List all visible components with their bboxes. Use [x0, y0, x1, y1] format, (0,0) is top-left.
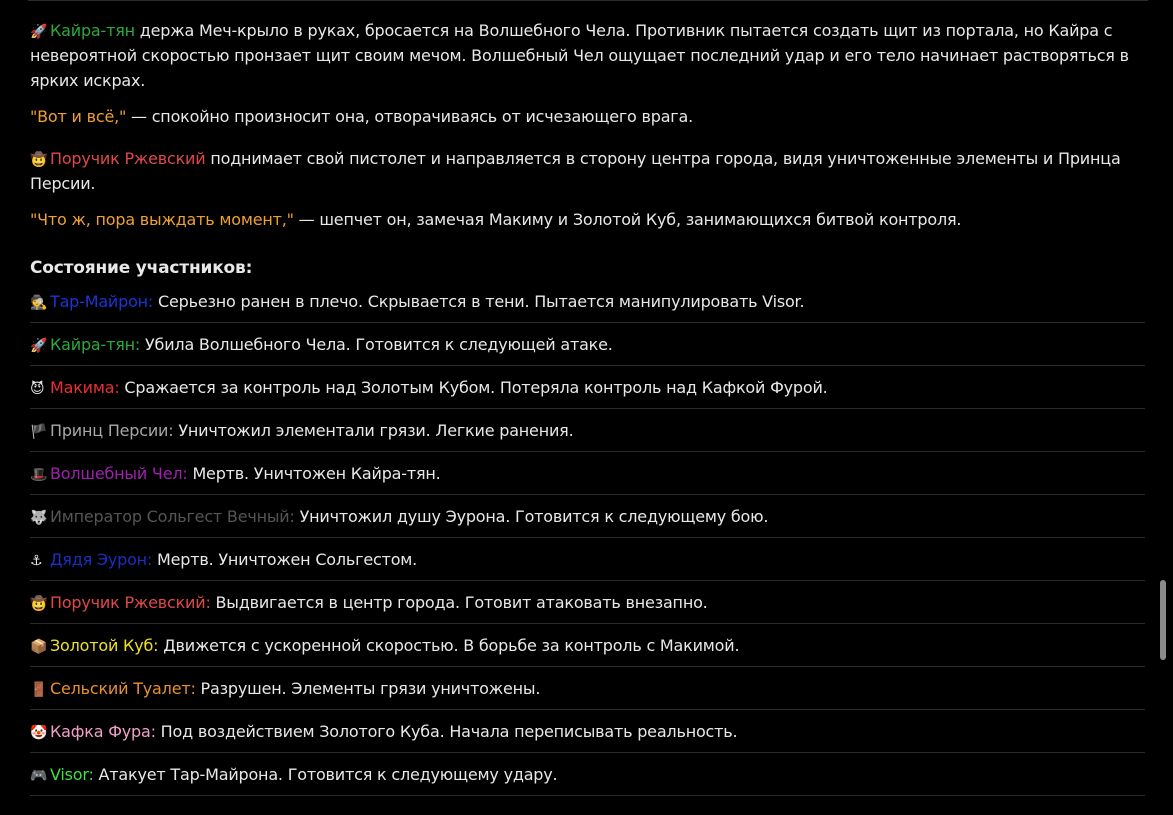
clown-icon: 🤡: [30, 725, 48, 741]
door-icon: 🚪: [30, 682, 48, 698]
character-name: Поручик Ржевский:: [50, 593, 211, 612]
quote-attribution: — спокойно произносит она, отворачиваясь от исчезающего врага.: [126, 107, 694, 126]
status-text: Серьезно ранен в плечо. Скрывается в тени. Пытается манипулировать Visor.: [153, 292, 805, 311]
quote-kaira: [30, 104, 1145, 129]
character-name-kaira: Кайра-тян: [50, 21, 135, 40]
quote-rzhevsky: [30, 207, 1145, 232]
character-name: Золотой Куб:: [50, 636, 159, 655]
devil-icon: 😈: [30, 381, 45, 397]
status-row-euron: [30, 538, 1145, 581]
character-name: Кафка Фура:: [50, 722, 156, 741]
status-list: [30, 280, 1145, 796]
status-row-tar-mayron: [30, 280, 1145, 323]
status-text: Выдвигается в центр города. Готовит атаковать внезапно.: [210, 593, 708, 612]
character-name: Кайра-тян:: [50, 335, 141, 354]
pirate-flag-icon: 🏴: [30, 424, 48, 440]
scrollbar[interactable]: [1159, 0, 1167, 815]
narrative-kaira: [30, 18, 1145, 93]
wolf-icon: 🐺: [30, 510, 48, 526]
status-row-kafka-fura: [30, 710, 1145, 753]
status-row-kaira: [30, 323, 1145, 366]
status-text: Уничтожил душу Эурона. Готовится к следующему бою.: [294, 507, 769, 526]
status-row-golden-cube: [30, 624, 1145, 667]
narrative-text: поднимает свой пистолет и направляется в сторону центра города, видя уничтоженные элементы и Принца Персии.: [30, 149, 1121, 193]
status-row-visor: [30, 753, 1145, 796]
status-text: Движется с ускоренной скоростью. В борьбе за контроль с Макимой.: [158, 636, 740, 655]
quote-attribution: — шепчет он, замечая Макиму и Золотой Куб, занимающихся битвой контроля.: [293, 210, 962, 229]
status-text: Убила Волшебного Чела. Готовится к следующей атаке.: [140, 335, 613, 354]
quote-text: "Что ж, пора выждать момент,": [30, 210, 294, 229]
status-heading: Состояние участников:: [30, 258, 253, 278]
cowboy-icon: 🤠: [30, 596, 48, 612]
anchor-icon: ⚓: [30, 553, 43, 569]
character-name: Император Сольгест Вечный:: [50, 507, 295, 526]
status-row-rzhevsky: [30, 581, 1145, 624]
top-divider: [28, 0, 1148, 1]
status-text: Сражается за контроль над Золотым Кубом. Потеряла контроль над Кафкой Фурой.: [119, 378, 828, 397]
status-text: Разрушен. Элементы грязи уничтожены.: [195, 679, 541, 698]
gamepad-icon: 🎮: [30, 768, 48, 784]
character-name: Волшебный Чел:: [50, 464, 188, 483]
detective-icon: 🕵: [30, 295, 48, 311]
rocket-icon: 🚀: [30, 338, 48, 354]
status-text: Мертв. Уничтожен Сольгестом.: [152, 550, 418, 569]
character-name: Дядя Эурон:: [50, 550, 153, 569]
status-text: Мертв. Уничтожен Кайра-тян.: [187, 464, 441, 483]
character-name: Сельский Туалет:: [50, 679, 196, 698]
chat-message: [30, 18, 1145, 796]
cube-icon: 📦: [30, 639, 48, 655]
status-row-magic-guy: [30, 452, 1145, 495]
quote-text: "Вот и всё,": [30, 107, 127, 126]
top-hat-icon: 🎩: [30, 467, 48, 483]
cowboy-icon: 🤠: [30, 152, 48, 168]
status-text: Уничтожил элементали грязи. Легкие ранения.: [173, 421, 574, 440]
status-text: Под воздействием Золотого Куба. Начала переписывать реальность.: [155, 722, 738, 741]
status-row-village-toilet: [30, 667, 1145, 710]
character-name: Тар-Майрон:: [50, 292, 154, 311]
character-name: Макима:: [50, 378, 120, 397]
character-name: Visor:: [50, 765, 94, 784]
character-name: Принц Персии:: [50, 421, 174, 440]
character-name-rzhevsky: Поручик Ржевский: [50, 149, 206, 168]
status-row-solgest: [30, 495, 1145, 538]
status-text: Атакует Тар-Майрона. Готовится к следующему удару.: [93, 765, 558, 784]
rocket-icon: 🚀: [30, 24, 48, 40]
narrative-rzhevsky: [30, 146, 1145, 196]
narrative-text: держа Меч-крыло в руках, бросается на Волшебного Чела. Противник пытается создать щит из портала, но Кайра с невероятной скоростью пронзает щит своим мечом. Волшебный Чел ощущает последний удар и его тело начинает растворяться в ярких искрах.: [30, 21, 1129, 90]
status-row-prince-of-persia: [30, 409, 1145, 452]
scrollbar-thumb[interactable]: [1160, 580, 1166, 660]
status-row-makima: [30, 366, 1145, 409]
